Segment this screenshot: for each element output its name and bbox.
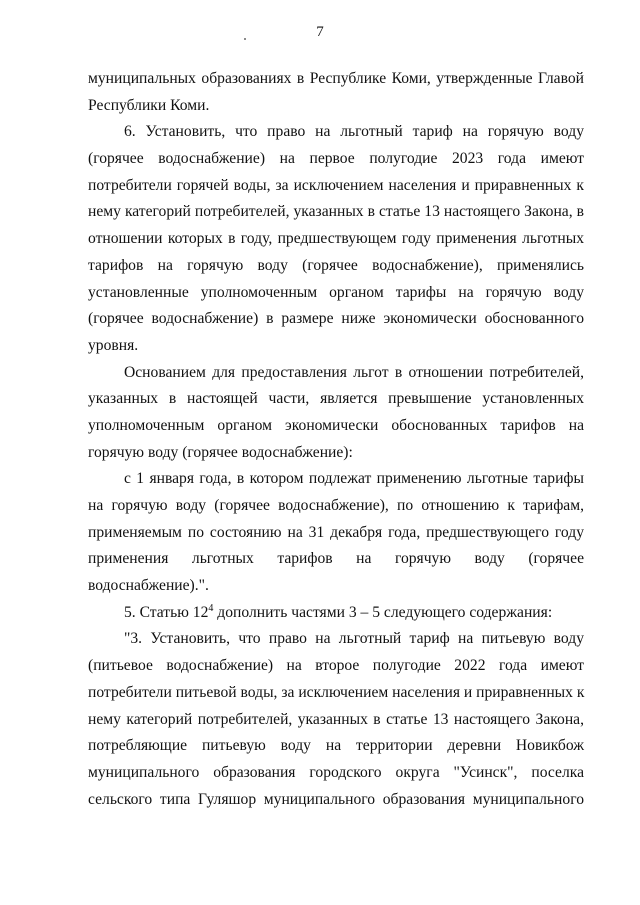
text-line: указанных в настоящей части, является превышение установленных <box>88 390 584 408</box>
text-line: потребители питьевой воды, за исключением населения и приравненных к <box>88 683 585 701</box>
text-line: (питьевое водоснабжение) на второе полугодие 2022 года имеют <box>88 657 584 675</box>
text-line: сельского типа Гуляшор муниципального образования муниципального <box>88 790 584 808</box>
text-line: водоснабжение).". <box>88 577 209 595</box>
paragraph-date-clause <box>88 466 584 599</box>
article-superscript: 4 <box>208 602 214 614</box>
text-line: Основанием для предоставления льгот в отношении потребителей, <box>124 363 584 381</box>
text-line: нему категорий потребителей, указанных в статье 13 настоящего Закона, <box>88 710 584 728</box>
article-text-rest: дополнить частями 3 – 5 следующего содержания: <box>213 603 553 621</box>
text-line: 6. Установить, что право на льготный тариф на горячую воду <box>124 123 584 141</box>
text-line: применения льготных тарифов на горячую воду (горячее <box>88 550 584 568</box>
document-body <box>88 66 584 813</box>
text-line: на горячую воду (горячее водоснабжение), по отношению к тарифам, <box>88 497 584 514</box>
text-line: "3. Установить, что право на льготный тариф на питьевую воду <box>124 630 584 648</box>
text-line: уполномоченным органом экономически обоснованных тарифов на <box>88 416 584 434</box>
paragraph-continuation <box>88 66 584 119</box>
text-line: нему категорий потребителей, указанных в статье 13 настоящего Закона, в <box>88 203 584 221</box>
text-line: тарифов на горячую воду (горячее водоснабжение), применялись <box>88 256 584 274</box>
text-line: муниципального образования городского округа "Усинск", поселка <box>88 763 584 781</box>
text-line: (горячее водоснабжение) в размере ниже экономически обоснованного <box>88 310 584 328</box>
text-line: применяемым по состоянию на 31 декабря года, предшествующего году <box>88 523 584 541</box>
paragraph-item-5 <box>88 600 584 627</box>
text-line: отношении которых в году, предшествующем году применения льготных <box>88 230 584 248</box>
text-line: установленные уполномоченным органом тарифы на горячую воду <box>88 283 584 301</box>
text-line: потребители горячей воды, за исключением населения и приравненных к <box>88 176 584 194</box>
text-line: потребляющие питьевую воду на территории деревни Новикбож <box>88 737 584 755</box>
text-line: муниципальных образованиях в Республике Коми, утвержденные Главой <box>88 70 584 87</box>
text-line: Республики Коми. <box>88 96 210 114</box>
text-line: горячую воду (горячее водоснабжение): <box>88 443 353 461</box>
text-line: уровня. <box>88 336 139 354</box>
paragraph-grounds <box>88 360 584 467</box>
paragraph-item-3-quote <box>88 626 584 813</box>
text-line: (горячее водоснабжение) на первое полугодие 2023 года имеют <box>88 150 584 168</box>
text-line: с 1 января года, в котором подлежат применению льготные тарифы <box>124 470 584 488</box>
paragraph-item-6 <box>88 119 584 359</box>
text-line <box>88 600 584 627</box>
article-text: 5. Статью 12 <box>124 603 209 621</box>
page-number: 7 <box>316 24 324 40</box>
